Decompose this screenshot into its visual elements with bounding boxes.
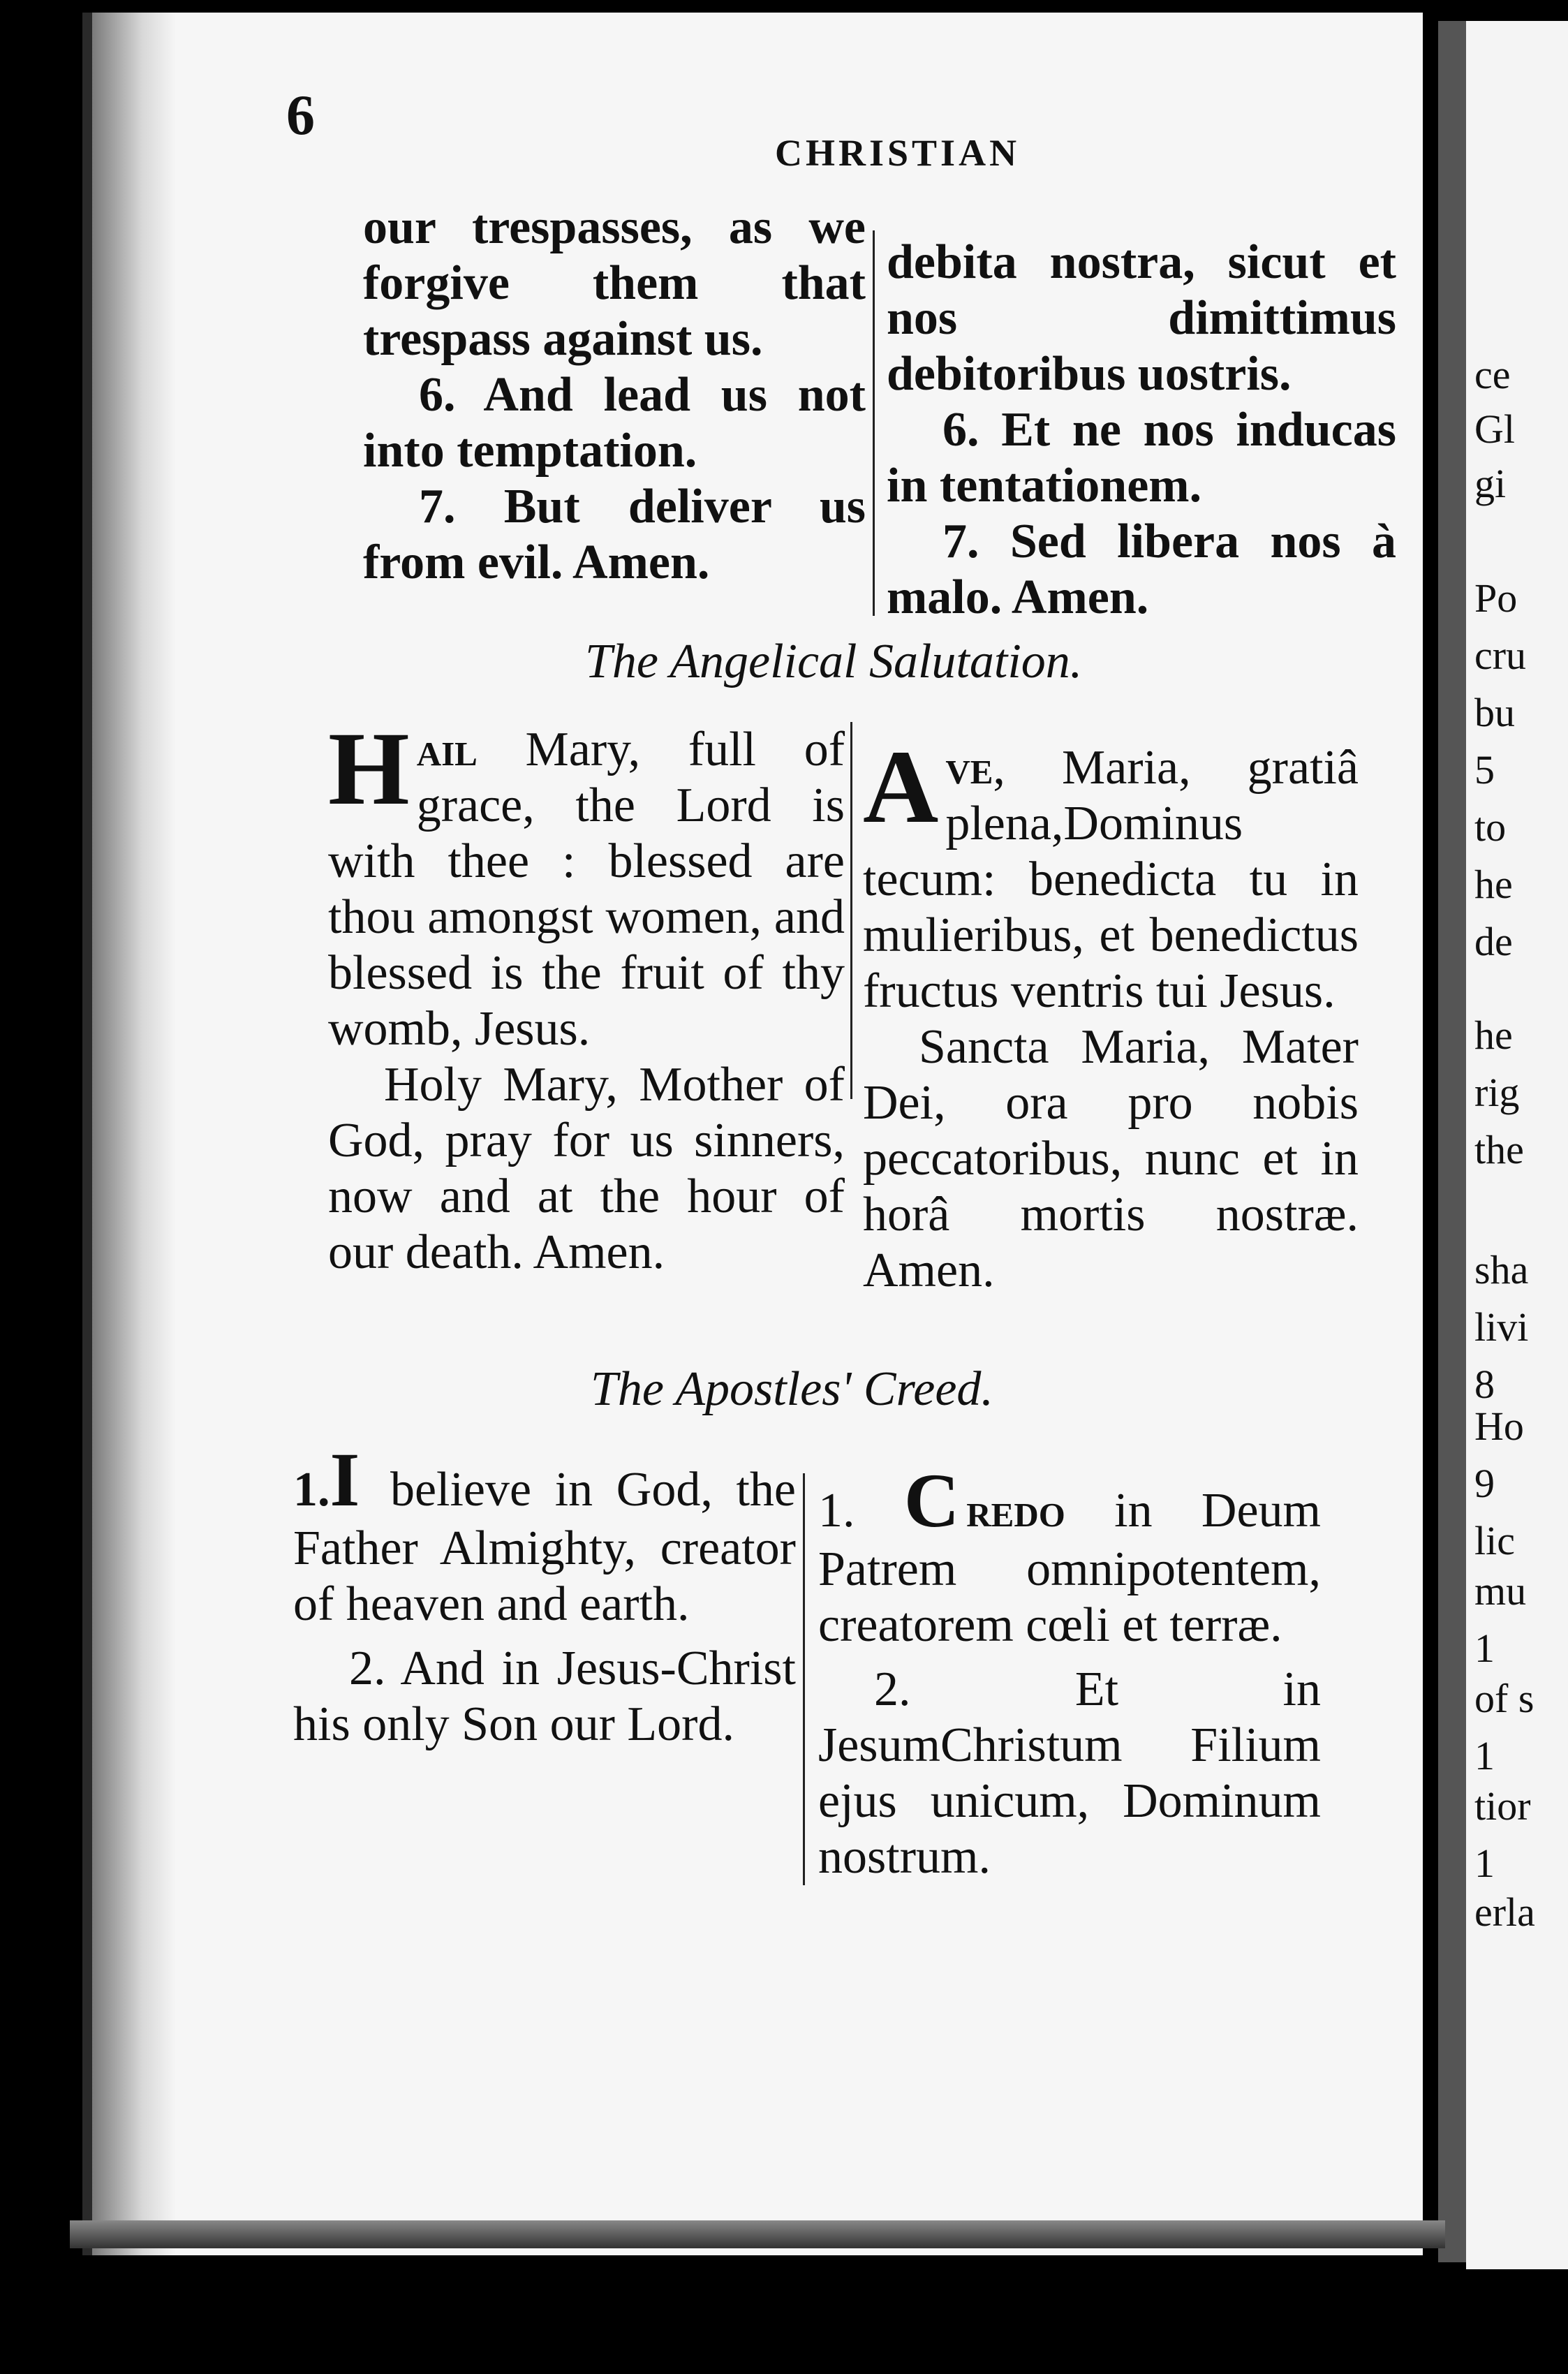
facing-line: ce — [1474, 352, 1511, 397]
running-head: CHRISTIAN — [775, 132, 1021, 174]
facing-line: of s — [1474, 1676, 1534, 1721]
section-title-angelical-salutation: The Angelical Salutation. — [585, 635, 1083, 688]
apostles-creed-english — [293, 1438, 796, 1753]
section-title-apostles-creed: The Apostles' Creed. — [591, 1362, 993, 1416]
paragraph: our trespasses, as we forgive them that trespass against us. — [363, 200, 866, 366]
facing-line: de — [1474, 919, 1513, 964]
facing-line: 8 — [1474, 1362, 1495, 1407]
initial-smallcaps: ail — [416, 723, 478, 776]
facing-line: lic — [1474, 1518, 1515, 1563]
facing-line: rig — [1474, 1070, 1520, 1115]
paragraph: 7. But deliver us from evil. Amen. — [363, 480, 866, 589]
facing-line: livi — [1474, 1304, 1529, 1350]
column-rule — [803, 1473, 805, 1885]
facing-line: he — [1474, 862, 1513, 907]
page-bottom-shadow — [70, 2220, 1445, 2248]
verse-number: 1. — [818, 1484, 904, 1538]
paragraph-text: believe in God, the Father Almighty, creator of heaven and earth. — [293, 1463, 796, 1631]
angelical-salutation-latin — [863, 729, 1359, 1299]
drop-cap: A — [863, 729, 939, 845]
facing-line: 1 — [1474, 1625, 1495, 1671]
column-rule — [873, 230, 875, 616]
facing-line: sha — [1474, 1247, 1529, 1292]
verse-number: 1. — [293, 1463, 330, 1517]
facing-line: he — [1474, 1012, 1513, 1058]
paragraph: debita nostra, sicut et nos dimittimus debitoribus uostris. — [887, 235, 1396, 401]
book-gutter — [1438, 21, 1466, 2262]
facing-line: 1 — [1474, 1733, 1495, 1778]
facing-line: 9 — [1474, 1461, 1495, 1506]
paragraph: 2. And in Jesus-Christ his only Son our Lord. — [293, 1642, 796, 1751]
angelical-salutation-english — [328, 711, 845, 1281]
facing-line: Po — [1474, 575, 1518, 621]
facing-line: bu — [1474, 690, 1515, 735]
facing-line: gi — [1474, 461, 1507, 506]
facing-line: cru — [1474, 633, 1527, 678]
apostles-creed-latin — [818, 1459, 1321, 1885]
page-number: 6 — [286, 83, 315, 147]
facing-line: 5 — [1474, 747, 1495, 792]
facing-line: Ho — [1474, 1403, 1524, 1449]
initial-smallcaps: redo — [966, 1484, 1065, 1538]
drop-cap: H — [328, 711, 410, 827]
facing-line: the — [1474, 1127, 1524, 1172]
paragraph-text: Mary, full of grace, the Lord is with thee : blessed are thou amongst women, and blessed is the fruit of thy womb, Jesus. — [328, 723, 845, 1056]
paragraph: 6. Et ne nos inducas in tentationem. — [887, 403, 1396, 513]
facing-line: mu — [1474, 1568, 1527, 1614]
facing-line: Gl — [1474, 406, 1515, 452]
paragraph: 2. Et in JesumChristum Filium ejus unicum, Dominum nostrum. — [818, 1662, 1321, 1884]
column-rule — [850, 722, 852, 1099]
paragraph: Sancta Maria, Mater Dei, ora pro nobis peccatoribus, nunc et in horâ mortis nostræ. Amen. — [863, 1020, 1359, 1297]
drop-cap: C — [903, 1458, 960, 1543]
facing-line: to — [1474, 804, 1507, 850]
paragraph: Holy Mary, Mother of God, pray for us sinners, now and at the hour of our death. Amen. — [328, 1058, 845, 1279]
facing-line: 1 — [1474, 1841, 1495, 1886]
paragraph-text: , Maria, gratiâ plena,Dominus tecum: benedicta tu in mulieribus, et benedictus fructus ventris tui Jesus. — [863, 741, 1359, 1018]
paragraph: 6. And lead us not into temptation. — [363, 368, 866, 478]
paragraph-text: in Deum Patrem omnipotentem, creatorem cœli et terræ. — [818, 1484, 1321, 1652]
facing-line: tior — [1474, 1783, 1531, 1829]
facing-line: erla — [1474, 1889, 1535, 1935]
facing-page-fragment — [1466, 21, 1568, 2269]
initial-smallcaps: ve — [945, 741, 993, 795]
paragraph: 7. Sed libera nos à malo. Amen. — [887, 515, 1396, 624]
drop-cap: I — [330, 1437, 360, 1522]
lords-prayer-latin — [887, 235, 1396, 626]
lords-prayer-english — [363, 200, 866, 591]
